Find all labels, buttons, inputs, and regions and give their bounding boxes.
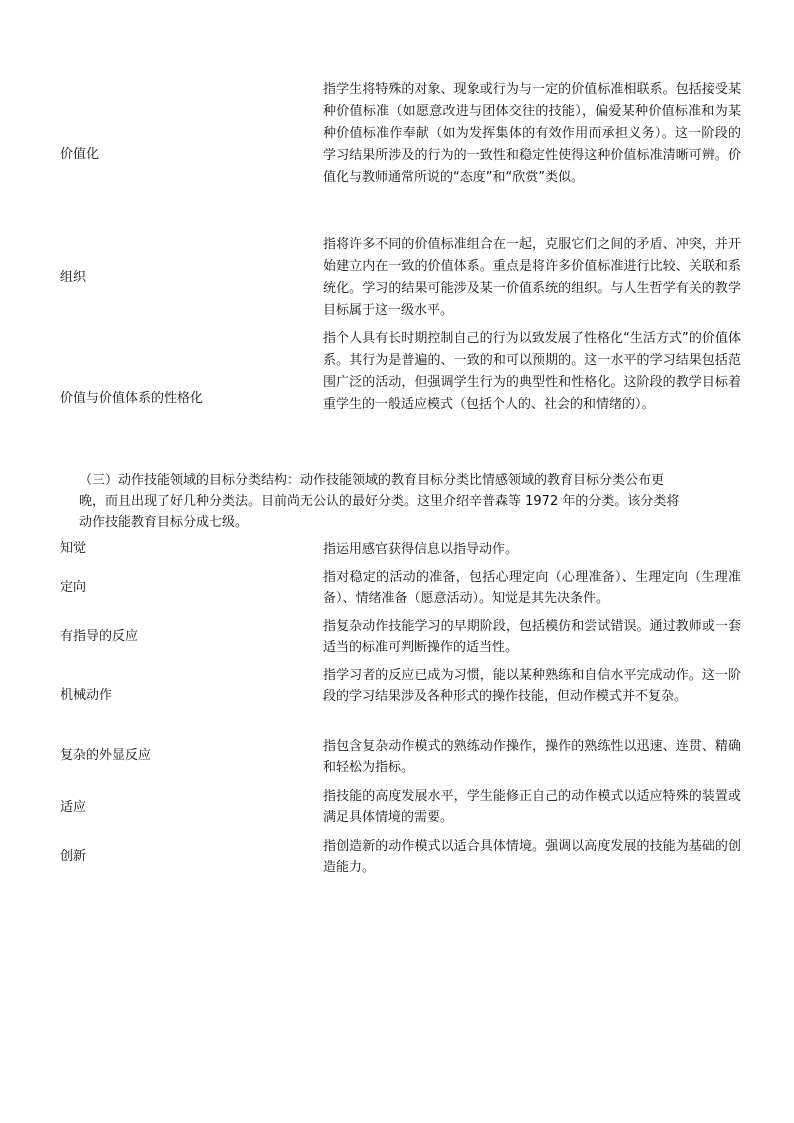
objective-description: 指对稳定的活动的准备，包括心理定向（心理准备）、生理定向（生理准备）、情绪准备（愿意活动）。知觉是其先决条件。: [323, 570, 741, 606]
objective-term: 组织: [60, 270, 87, 285]
objective-description: 指运用感官获得信息以指导动作。: [323, 542, 519, 557]
objective-description: 指学生将特殊的对象、现象或行为与一定的价值标准相联系。包括接受某种价值标准（如愿意改进与团体交往的技能），偏爱某种价值标准和为某种价值标准作奉献（如为发挥集体的有效作用而承担义务）。这一阶段的学习结果所涉及的行为的一致性和稳定性使得这种价值标准清晰可辨。价值化与教师通常所说的“态度”和“欣赏”类似。: [323, 82, 741, 185]
objective-description: 指学习者的反应已成为习惯，能以某种熟练和自信水平完成动作。这一阶段的学习结果涉及各种形式的操作技能，但动作模式并不复杂。: [323, 668, 741, 704]
section-intro-line: 晚，而且出现了好几种分类法。目前尚无公认的最好分类。这里介绍辛普森等 1972 年的分类。该分类将: [79, 494, 680, 509]
objective-term: 适应: [60, 800, 87, 815]
section-intro-line: 动作技能教育目标分成七级。: [79, 515, 249, 530]
section-intro-line: （三）动作技能领域的目标分类结构：动作技能领域的教育目标分类比情感领域的教育目标分类公布更: [79, 473, 665, 488]
objective-term: 价值化: [60, 147, 100, 162]
objective-description: 指个人具有长时期控制自己的行为以致发展了性格化“生活方式”的价值体系。其行为是普遍的、一致的和可以预期的。这一水平的学习结果包括范围广泛的活动，但强调学生行为的典型性和性格化。这阶段的教学目标着重学生的一般适应模式（包括个人的、社会的和情绪的）。: [323, 331, 741, 412]
objective-term: 价值与价值体系的性格化: [60, 391, 204, 406]
objective-description: 指复杂动作技能学习的早期阶段，包括模仿和尝试错误。通过教师或一套适当的标准可判断操作的适当性。: [323, 619, 741, 655]
objective-term: 机械动作: [60, 688, 113, 703]
objective-description: 指技能的高度发展水平，学生能修正自己的动作模式以适应特殊的装置或满足具体情境的需要。: [323, 789, 741, 825]
objective-term: 知觉: [60, 541, 87, 556]
objective-term: 有指导的反应: [60, 629, 139, 644]
objective-description: 指创造新的动作模式以适合具体情境。强调以高度发展的技能为基础的创造能力。: [323, 839, 741, 875]
objective-description: 指包含复杂动作模式的熟练动作操作，操作的熟练性以迅速、连贯、精确和轻松为指标。: [323, 739, 741, 775]
objective-term: 复杂的外显反应: [60, 748, 152, 763]
objective-description: 指将许多不同的价值标准组合在一起，克服它们之间的矛盾、冲突，并开始建立内在一致的价值体系。重点是将许多价值标准进行比较、关联和系统化。学习的结果可能涉及某一价值系统的组织。与人生哲学有关的教学目标属于这一级水平。: [323, 237, 741, 318]
objective-term: 定向: [60, 580, 87, 595]
section-intro: [60, 470, 740, 533]
objective-term: 创新: [60, 849, 87, 864]
